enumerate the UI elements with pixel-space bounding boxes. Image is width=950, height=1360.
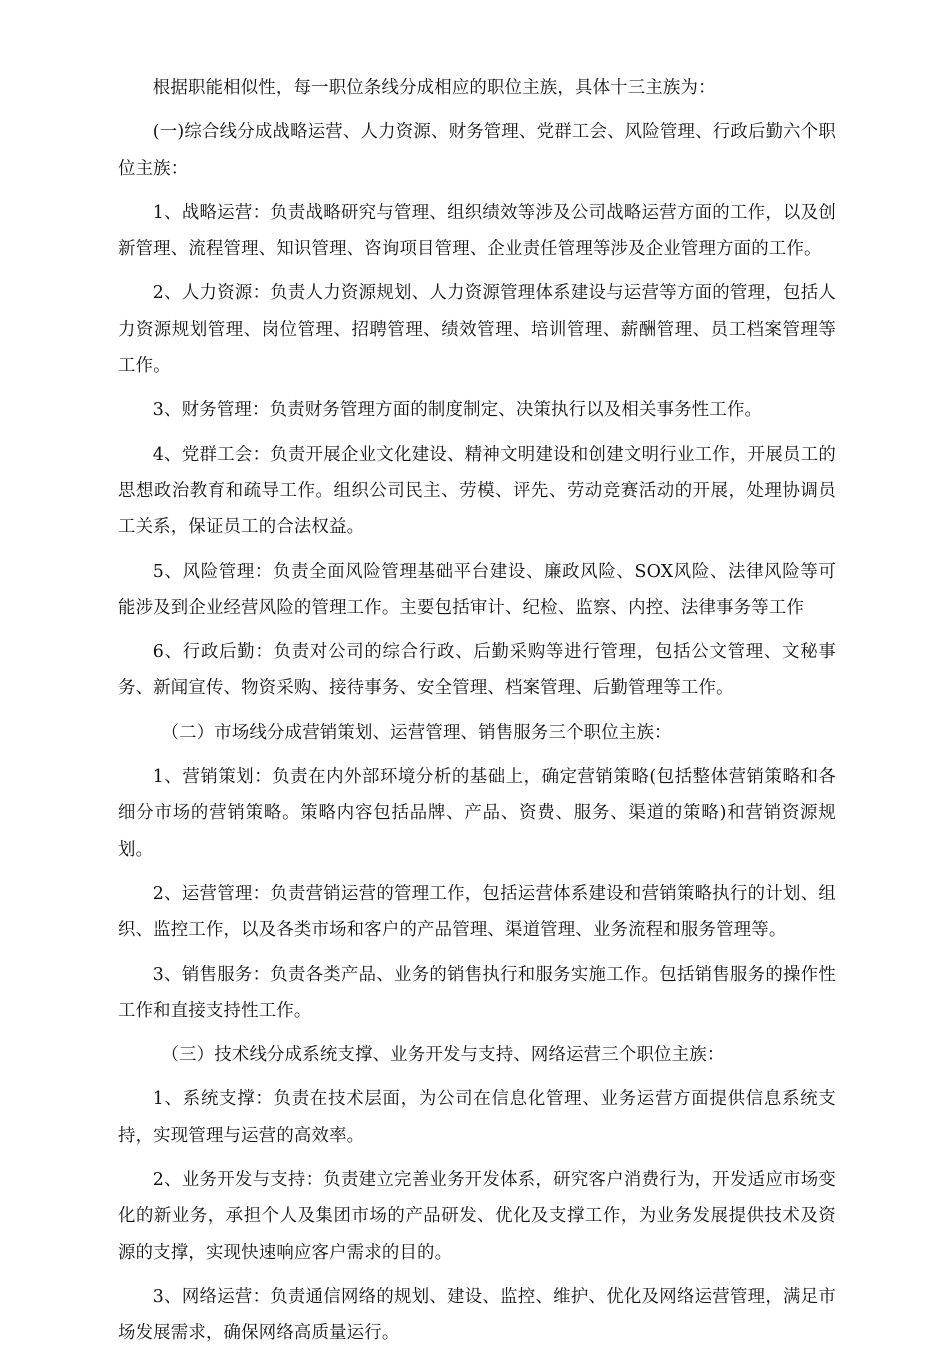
item-human-resources: 2、人力资源：负责人力资源规划、人力资源管理体系建设与运营等方面的管理，包括人力资源规划管理、岗位管理、招聘管理、绩效管理、培训管理、薪酬管理、员工档案管理等工作。 [118, 283, 836, 377]
item-strategy-operation: 1、战略运营：负责战略研究与管理、组织绩效等涉及公司战略运营方面的工作，以及创新管理、流程管理、知识管理、咨询项目管理、企业责任管理等涉及企业管理方面的工作。 [118, 202, 836, 260]
section-heading-comprehensive-line: (一)综合线分成战略运营、人力资源、财务管理、党群工会、风险管理、行政后勤六个职位主族： [118, 122, 836, 179]
item-party-union: 4、党群工会：负责开展企业文化建设、精神文明建设和创建文明行业工作，开展员工的思想政治教育和疏导工作。组织公司民主、劳模、评先、劳动竞赛活动的开展，处理协调员工关系，保证员工的合法权益。 [118, 444, 836, 538]
item-business-development: 2、业务开发与支持：负责建立完善业务开发体系，研究客户消费行为，开发适应市场变化的新业务，承担个人及集团市场的产品研发、优化及支撑工作，为业务发展提供技术及资源的支撑，实现快速响应客户需求的目的。 [118, 1170, 836, 1263]
section-heading-market-line: （二）市场线分成营销策划、运营管理、销售服务三个职位主族： [161, 722, 672, 743]
section-heading-technical-line: （三）技术线分成系统支撑、业务开发与支持、网络运营三个职位主族： [161, 1045, 725, 1066]
item-marketing-planning: 1、营销策划：负责在内外部环境分析的基础上，确定营销策略(包括整体营销策略和各细分市场的营销策略。策略内容包括品牌、产品、资费、服务、渠道的策略)和营销资源规划。 [118, 767, 836, 860]
item-financial-management: 3、财务管理：负责财务管理方面的制度制定、决策执行以及相关事务性工作。 [152, 400, 763, 421]
item-system-support: 1、系统支撑：负责在技术层面，为公司在信息化管理、业务运营方面提供信息系统支持，实现管理与运营的高效率。 [118, 1089, 836, 1146]
item-operation-management: 2、运营管理：负责营销运营的管理工作，包括运营体系建设和营销策略执行的计划、组织、监控工作，以及各类市场和客户的产品管理、渠道管理、业务流程和服务管理等。 [118, 883, 836, 941]
item-network-operation: 3、网络运营：负责通信网络的规划、建设、监控、维护、优化及网络运营管理，满足市场发展需求，确保网络高质量运行。 [118, 1286, 836, 1344]
item-sales-service: 3、销售服务：负责各类产品、业务的销售执行和服务实施工作。包括销售服务的操作性工作和直接支持性工作。 [118, 964, 836, 1021]
item-risk-management: 5、风险管理：负责全面风险管理基础平台建设、廉政风险、SOX风险、法律风险等可能涉及到企业经营风险的管理工作。主要包括审计、纪检、监察、内控、法律事务等工作 [118, 561, 836, 618]
document-page [118, 70, 836, 1360]
intro-paragraph: 根据职能相似性，每一职位条线分成相应的职位主族，具体十三主族为： [152, 78, 716, 98]
item-admin-logistics: 6、行政后勤：负责对公司的综合行政、后勤采购等进行管理，包括公文管理、文秘事务、新闻宣传、物资采购、接待事务、安全管理、档案管理、后勤管理等工作。 [118, 642, 836, 699]
